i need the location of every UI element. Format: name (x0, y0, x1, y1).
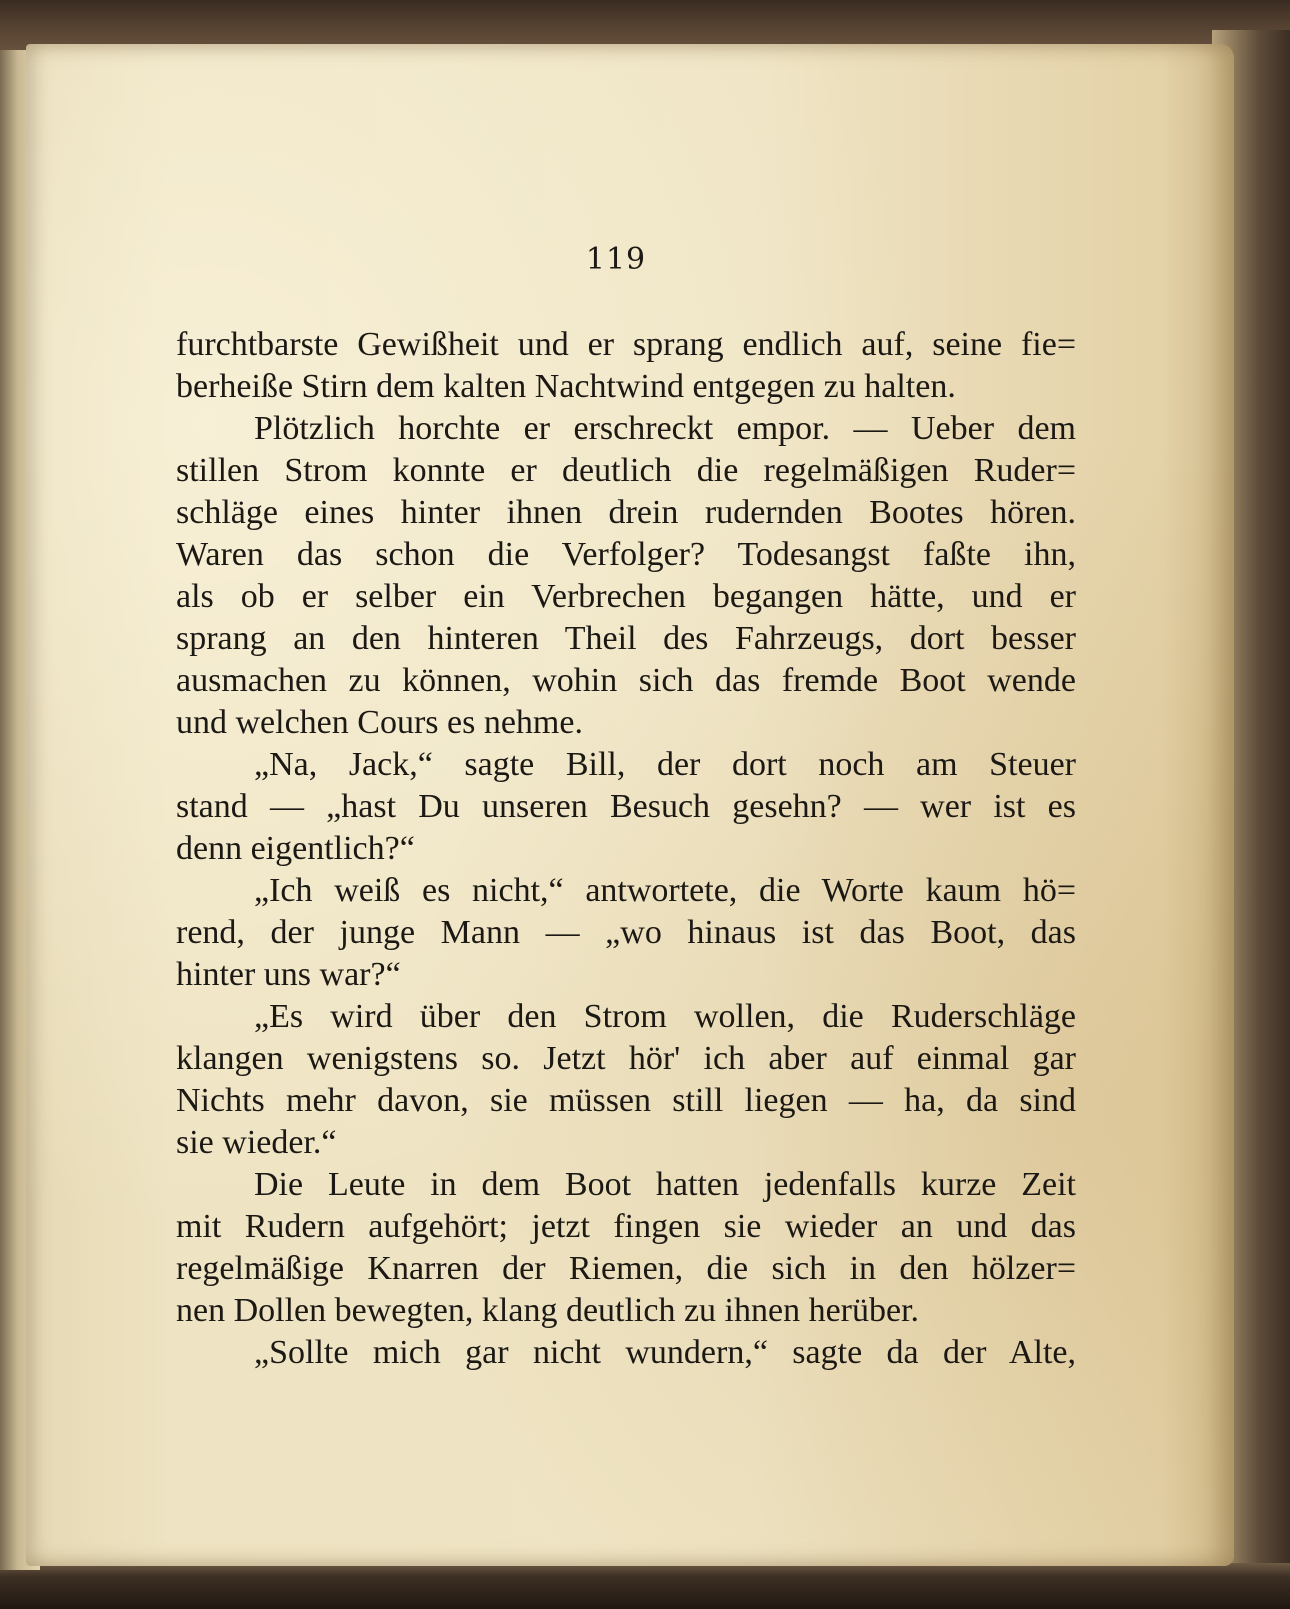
text-line: klangen wenigstens so. Jetzt hör' ich aber auf einmal gar (176, 1040, 1076, 1077)
body-text (176, 324, 1076, 1374)
text-line: Waren das schon die Verfolger? Todesangst faßte ihn, (176, 536, 1076, 573)
page-number: 119 (585, 242, 647, 277)
text-line: „Es wird über den Strom wollen, die Ruderschläge (254, 998, 1076, 1035)
text-line: furchtbarste Gewißheit und er sprang endlich auf, seine fie= (176, 326, 1076, 363)
text-line: Nichts mehr davon, sie müssen still liegen — ha, da sind (176, 1082, 1076, 1119)
text-line: „Ich weiß es nicht,“ antwortete, die Worte kaum hö= (254, 872, 1076, 909)
text-line: „Na, Jack,“ sagte Bill, der dort noch am Steuer (254, 746, 1076, 783)
text-line: regelmäßige Knarren der Riemen, die sich in den hölzer= (176, 1250, 1076, 1287)
book-page (26, 44, 1234, 1566)
text-line: schläge eines hinter ihnen drein rudernden Bootes hören. (176, 494, 1076, 531)
text-line: hinter uns war?“ (176, 956, 401, 993)
text-line: Die Leute in dem Boot hatten jedenfalls kurze Zeit (254, 1166, 1076, 1203)
text-line: mit Rudern aufgehört; jetzt fingen sie wieder an und das (176, 1208, 1076, 1245)
text-line: denn eigentlich?“ (176, 830, 415, 867)
book-cover-bottom-edge (0, 1563, 1290, 1609)
text-line: rend, der junge Mann — „wo hinaus ist das Boot, das (176, 914, 1076, 951)
text-line: als ob er selber ein Verbrechen begangen hätte, und er (176, 578, 1076, 615)
text-line: berheiße Stirn dem kalten Nachtwind entgegen zu halten. (176, 368, 956, 405)
text-line: „Sollte mich gar nicht wundern,“ sagte da der Alte, (254, 1334, 1076, 1371)
text-line: und welchen Cours es nehme. (176, 704, 583, 741)
text-line: ausmachen zu können, wohin sich das fremde Boot wende (176, 662, 1076, 699)
text-line: stand — „hast Du unseren Besuch gesehn? — wer ist es (176, 788, 1076, 825)
text-line: stillen Strom konnte er deutlich die regelmäßigen Ruder= (176, 452, 1076, 489)
text-line: nen Dollen bewegten, klang deutlich zu ihnen herüber. (176, 1292, 920, 1329)
text-line: sie wieder.“ (176, 1124, 337, 1161)
text-line: Plötzlich horchte er erschreckt empor. — Ueber dem (254, 410, 1076, 447)
text-line: sprang an den hinteren Theil des Fahrzeugs, dort besser (176, 620, 1076, 657)
